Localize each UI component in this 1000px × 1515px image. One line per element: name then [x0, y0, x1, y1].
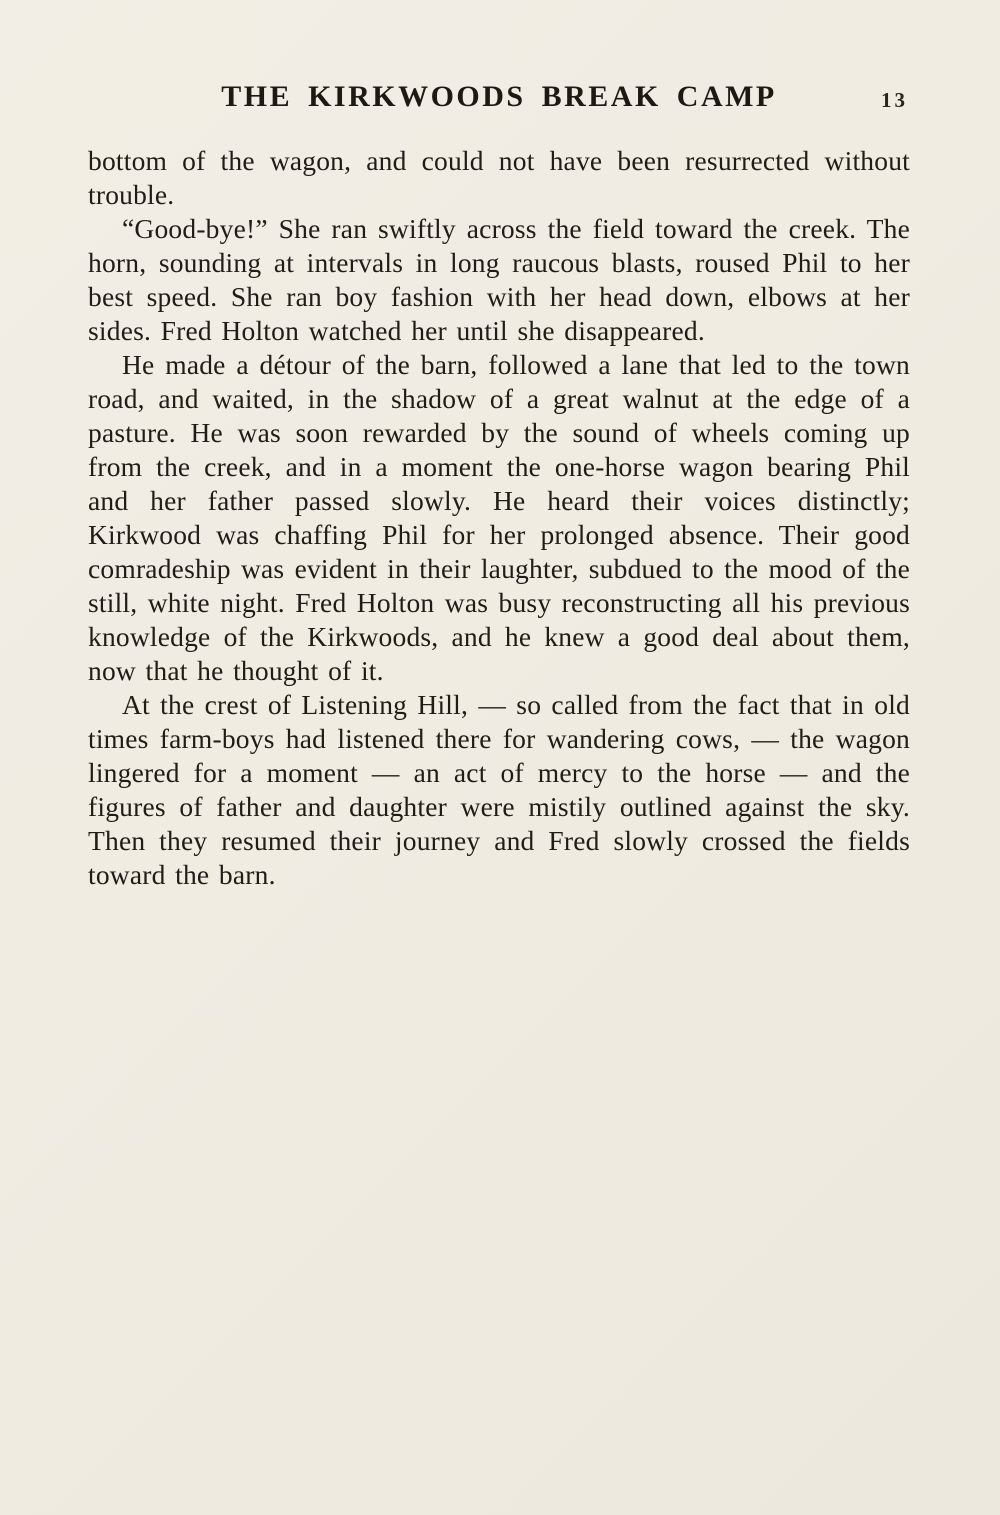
- running-title: THE KIRKWOODS BREAK CAMP: [221, 80, 777, 113]
- paragraph: “Good-bye!” She ran swiftly across the field toward the creek. The horn, sounding at intervals in long raucous blasts, roused Phil to her best speed. She ran boy fashion with her head down, elbows at her sides. Fred Holton watched her until she disappeared.: [88, 213, 910, 346]
- paragraph: At the crest of Listening Hill, — so called from the fact that in old times farm-boys had listened there for wandering cows, — the wagon lingered for a moment — an act of mercy to the horse — and the figures of father and daughter were mistily outlined against the sky. Then they resumed their journey and Fred slowly crossed the fields toward the barn.: [88, 689, 910, 890]
- page-number: 13: [881, 88, 908, 112]
- page-body: [88, 144, 910, 892]
- paragraph: bottom of the wagon, and could not have been resurrected without trouble.: [88, 145, 910, 210]
- paragraph: He made a détour of the barn, followed a lane that led to the town road, and waited, in the shadow of a great walnut at the edge of a pasture. He was soon rewarded by the sound of wheels coming up from the creek, and in a moment the one-horse wagon bearing Phil and her father passed slowly. He heard their voices distinctly; Kirkwood was chaffing Phil for her prolonged absence. Their good comradeship was evident in their laughter, subdued to the mood of the still, white night. Fred Holton was busy reconstructing all his previous knowledge of the Kirkwoods, and he knew a good deal about them, now that he thought of it.: [88, 349, 910, 686]
- page-header: [88, 80, 910, 128]
